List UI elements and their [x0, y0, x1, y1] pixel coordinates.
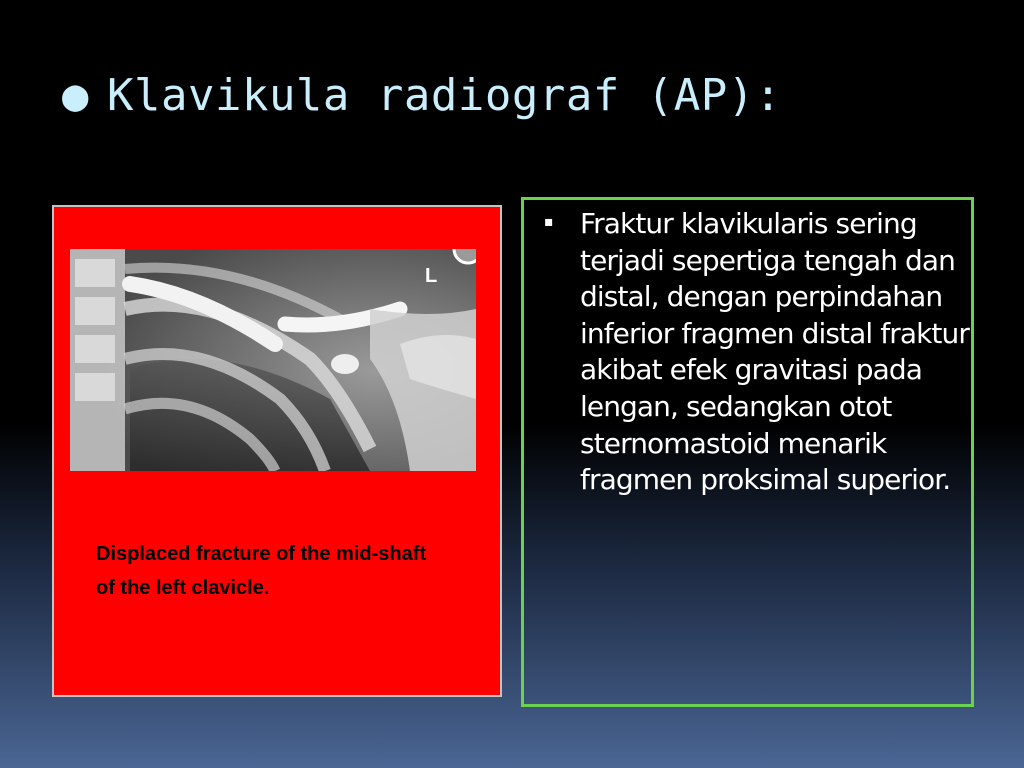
- title-bullet-icon: ●: [62, 70, 89, 121]
- image-panel: [52, 205, 502, 697]
- clavicle-xray-image: [70, 249, 476, 471]
- text-box: [521, 197, 974, 707]
- square-bullet-icon: ▪: [544, 214, 554, 230]
- slide-title: [62, 70, 782, 121]
- body-text: Fraktur klavikularis sering terjadi sepertiga tengah dan distal, dengan perpindahan inferior fragmen distal fraktur akibat efek gravitasi pada lengan, sedangkan otot sternomastoid menarik fragmen proksimal superior.: [580, 207, 969, 497]
- xray-side-marker: L: [425, 265, 438, 287]
- slide-title-text: Klavikula radiograf (AP):: [107, 70, 782, 121]
- image-caption: Displaced fracture of the mid-shaft of the left clavicle.: [96, 543, 427, 599]
